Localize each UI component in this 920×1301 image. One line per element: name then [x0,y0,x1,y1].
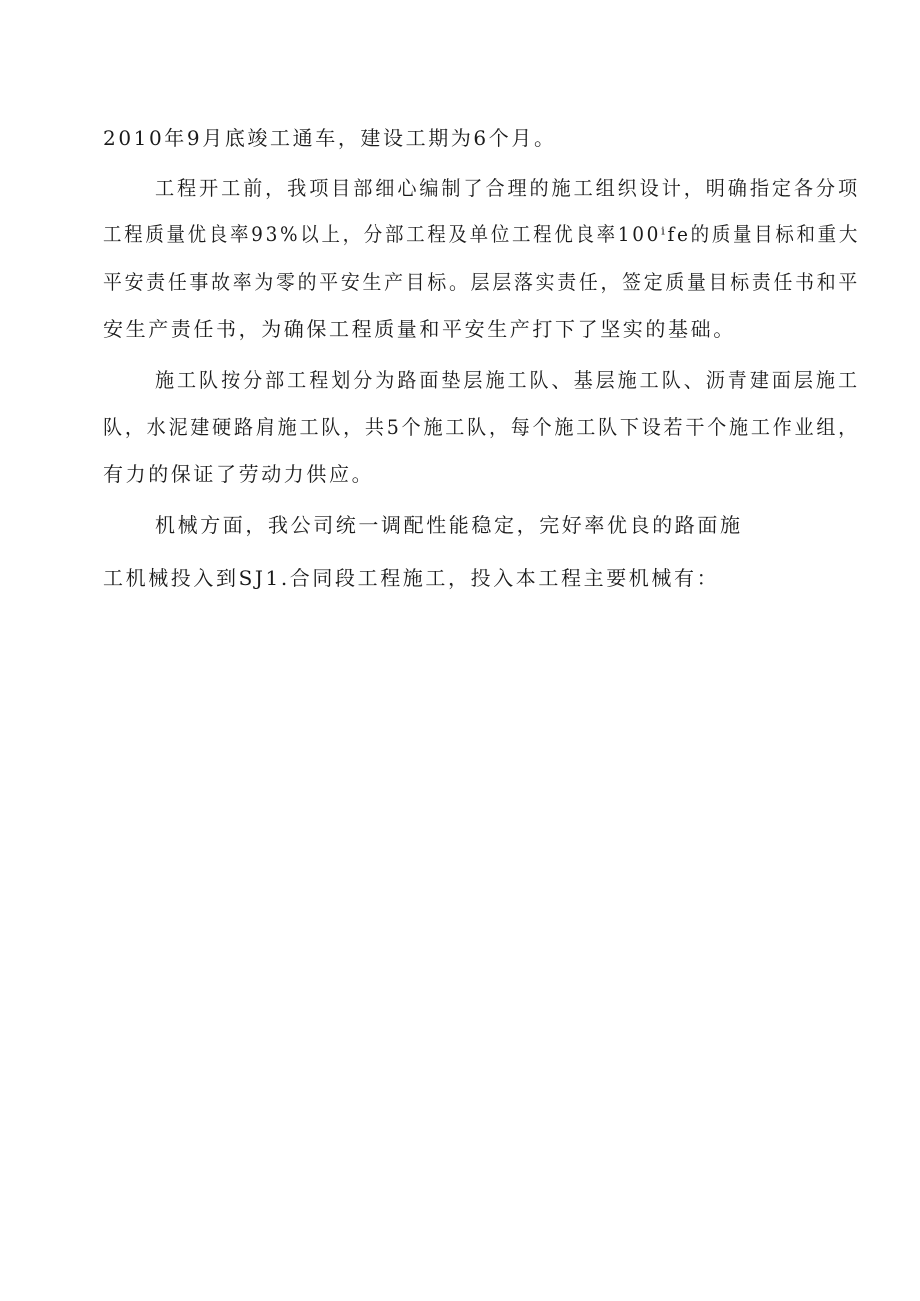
paragraph-line: 工程开工前，我项目部细心编制了合理的施工组织设计，明确指定各分项 [155,176,860,200]
paragraph-line: 平安责任事故率为零的平安生产目标。层层落实责任，签定质量目标责任书和平 [103,270,860,294]
paragraph-line: 有力的保证了劳动力供应。 [103,462,375,486]
paragraph-line: 工机械投入到SJ1.合同段工程施工，投入本工程主要机械有： [103,566,720,590]
paragraph-line: 安生产责任书，为确保工程质量和平安生产打下了坚实的基础。 [103,317,736,341]
paragraph-line: 机械方面，我公司统一调配性能稳定，完好率优良的路面施 [155,513,743,537]
paragraph-line: 2010年9月底竣工通车，建设工期为6个月。 [103,126,557,150]
paragraph-line: 队，水泥建硬路肩施工队，共5个施工队，每个施工队下设若干个施工作业组， [103,415,860,439]
paragraph-line: 工程质量优良率93%以上，分部工程及单位工程优良率100ⁱfe的质量目标和重大 [103,222,860,246]
paragraph-line: 施工队按分部工程划分为路面垫层施工队、基层施工队、沥青建面层施工 [155,368,860,392]
